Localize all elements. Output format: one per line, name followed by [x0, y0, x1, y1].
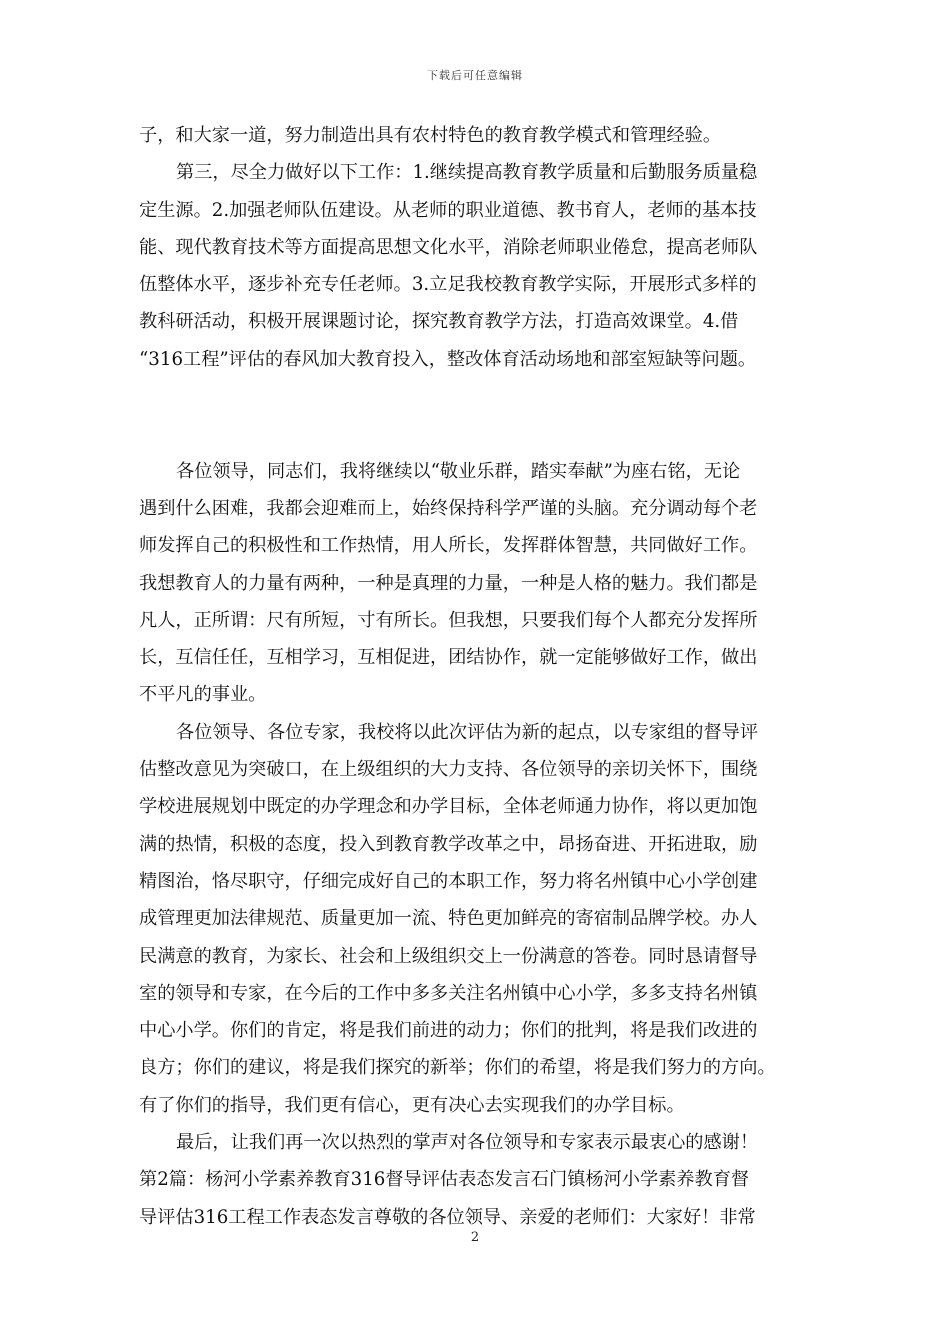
text-line: 估整改意见为突破口，在上级组织的大力支持、各位领导的亲切关怀下，围绕: [139, 759, 758, 781]
text-line: 教科研活动，积极开展课题讨论，探究教育教学方法，打造高效课堂。4.借: [139, 311, 739, 333]
page-number: 2: [470, 1230, 480, 1245]
text-line: 长，互信任任，互相学习，互相促进，团结协作，就一定能够做好工作，做出: [139, 647, 758, 669]
text-line: 伍整体水平，逐步补充专任老师。3.立足我校教育教学实际，开展形式多样的: [139, 274, 757, 296]
text-line: 遇到什么困难，我都会迎难而上，始终保持科学严谨的头脑。充分调动每个老: [139, 497, 758, 519]
text-line: “316工程”评估的春风加大教育投入，整改体育活动场地和部室短缺等问题。: [139, 348, 757, 370]
paragraph-start-line: 最后，让我们再一次以热烈的掌声对各位领导和专家表示最衷心的感谢！: [176, 1132, 759, 1154]
paragraph-start-line: 各位领导、各位专家，我校将以此次评估为新的起点，以专家组的督导评: [176, 721, 759, 743]
document-body: [139, 117, 819, 1236]
text-line: 学校进展规划中既定的办学理念和办学目标，全体老师通力协作，将以更加饱: [139, 796, 758, 818]
text-line: 师发挥自己的积极性和工作热情，用人所长，发挥群体智慧，共同做好工作。: [139, 535, 758, 557]
text-line: 室的领导和专家，在今后的工作中多多关注名州镇中心小学，多多支持名州镇: [139, 982, 758, 1004]
text-line: 中心小学。你们的肯定，将是我们前进的动力；你们的批判，将是我们改进的: [139, 1020, 758, 1042]
text-line: 定生源。2.加强老师队伍建设。从老师的职业道德、教书育人，老师的基本技: [139, 199, 757, 221]
text-line: 导评估316工程工作表态发言尊敬的各位领导、亲爱的老师们：大家好！非常: [139, 1206, 756, 1228]
text-line: 精图治，恪尽职守，仔细完成好自己的本职工作，努力将名州镇中心小学创建: [139, 870, 758, 892]
paragraph-gap: [139, 378, 819, 453]
paragraph-start-line: 各位领导，同志们，我将继续以“敬业乐群，踏实奉献”为座右铭，无论: [176, 460, 741, 482]
text-line: 有了你们的指导，我们更有信心，更有决心去实现我们的办学目标。: [139, 1094, 685, 1116]
text-line: 第2篇：杨河小学素养教育316督导评估表态发言石门镇杨河小学素养教育督: [139, 1169, 750, 1191]
text-line: 子，和大家一道，努力制造出具有农村特色的教育教学模式和管理经验。: [139, 125, 722, 146]
text-line: 凡人，正所谓：尺有所短，寸有所长。但我想，只要我们每个人都充分发挥所: [139, 609, 758, 631]
page-header: 下载后可任意编辑: [427, 69, 523, 82]
text-line: 成管理更加法律规范、质量更加一流、特色更加鲜亮的寄宿制品牌学校。办人: [139, 908, 758, 930]
text-line: 不平凡的事业。: [139, 684, 267, 706]
text-line: 民满意的教育，为家长、社会和上级组织交上一份满意的答卷。同时恳请督导: [139, 945, 758, 967]
text-line: 良方；你们的建议，将是我们探究的新举；你们的希望，将是我们努力的方向。: [139, 1057, 776, 1079]
text-line: 我想教育人的力量有两种，一种是真理的力量，一种是人格的魅力。我们都是: [139, 572, 758, 594]
text-line: 能、现代教育技术等方面提高思想文化水平，消除老师职业倦怠，提高老师队: [139, 236, 758, 258]
paragraph-start-line: 第三，尽全力做好以下工作：1.继续提高教育教学质量和后勤服务质量稳: [176, 162, 758, 184]
text-line: 满的热情，积极的态度，投入到教育教学改革之中，昂扬奋进、开拓进取，励: [139, 833, 758, 855]
